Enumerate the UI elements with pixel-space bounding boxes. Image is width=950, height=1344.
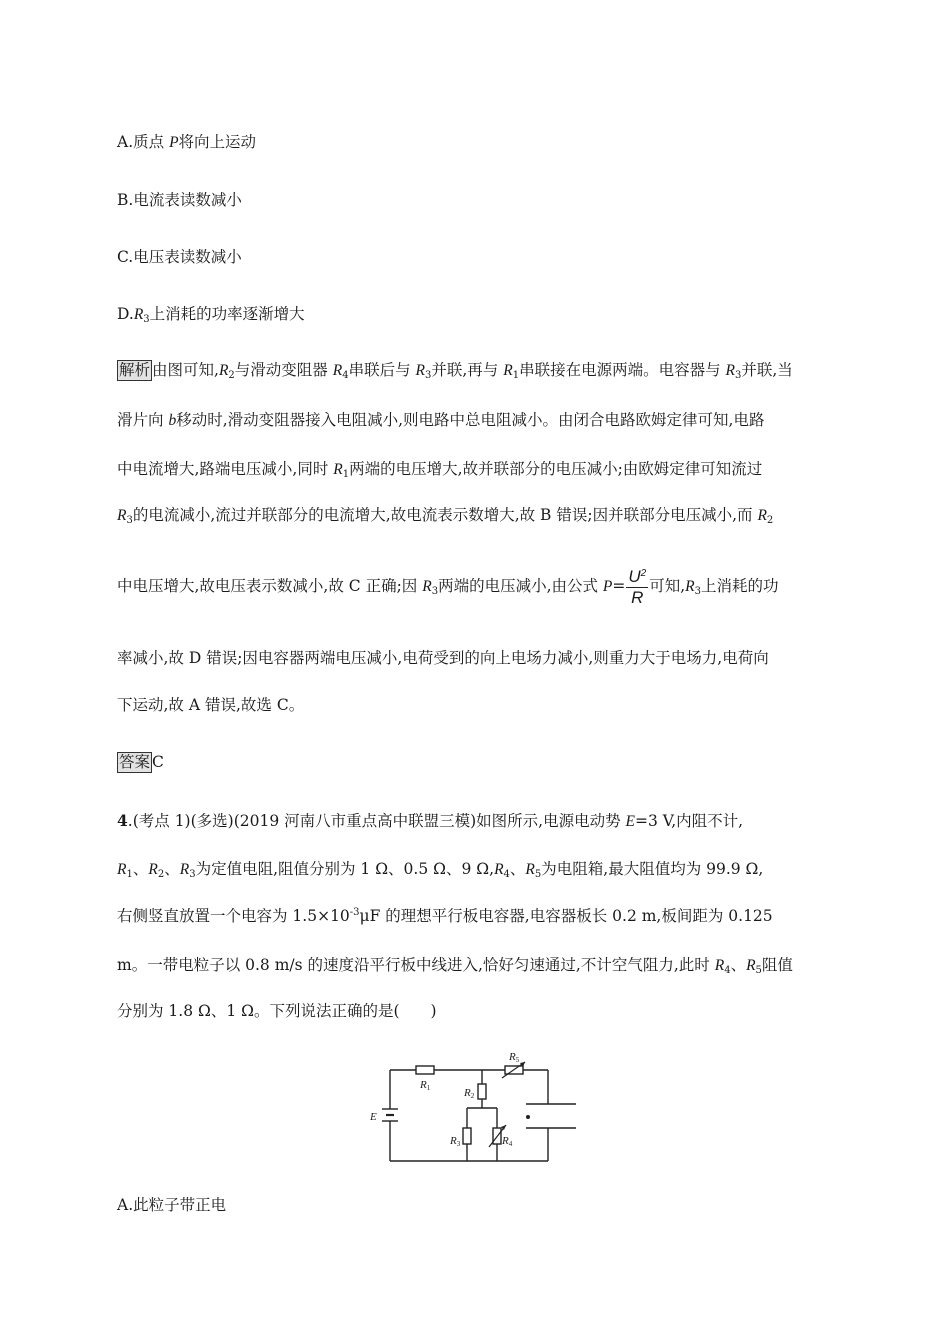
question-number: 4: [117, 811, 128, 830]
label-e: E: [370, 1111, 377, 1123]
resistor-r3: [463, 1128, 471, 1144]
analysis-line-2: 滑片向 b移动时,滑动变阻器接入电阻减小,则电路中总电阻减小。由闭合电路欧姆定律可知,电路: [117, 411, 765, 429]
option-a-prev: A.质点 P将向上运动: [117, 133, 257, 151]
label-r1: R1: [420, 1079, 431, 1092]
analysis-line-6: 率减小,故 D 错误;因电容器两端电压减小,电荷受到的向上电场力减小,则重力大于电场力,电荷向: [117, 649, 769, 667]
analysis-line-5: 中电压增大,故电压表示数减小,故 C 正确;因 $R_3$两端的电压减小,由公式 P= $\frac{U^2}{R}$ 可知$,R_3$上消耗的功: [117, 566, 779, 607]
option-c-prev: C.电压表读数减小: [117, 248, 242, 266]
analysis-line-3: 中电流增大,路端电压减小,同时 $R_1$两端的电压增大,故并联部分的电压减小;由欧姆定律可知流过: [117, 460, 763, 480]
power-formula-fraction: $\frac{U^2}{R}$: [628, 566, 647, 607]
label-r5: R5: [509, 1051, 520, 1064]
circuit-wires: [390, 1070, 548, 1161]
question4-line-1: 4.(考点 1)(多选)(2019 河南八市重点高中联盟三模)如图所示,电源电动势 E=3 V,内阻不计,: [117, 811, 744, 830]
answer-line: [117, 752, 164, 773]
resistor-r2: [478, 1084, 486, 1099]
label-r3: R3: [450, 1135, 461, 1148]
resistor-r1: [416, 1066, 434, 1074]
question4-line-4: m。一带电粒子以 0.8 m/s 的速度沿平行板中线进入,恰好匀速通过,不计空气阻力,此时 $R_4$、$R_5$阻值: [117, 956, 793, 976]
answer-tag: 答案: [119, 753, 151, 771]
analysis-line-1: 解析 由图可知$,R_2$与滑动变阻器 $R_4$串联后与 $R_3$并联,再与 $R_1$串联接在电源两端。电容器与 $R_3$并联,当: [119, 361, 793, 381]
analysis-line-7: 下运动,故 A 错误,故选 C。: [117, 696, 305, 714]
question4-line-5: 分别为 1.8 Ω、1 Ω。下列说法正确的是( ): [117, 1002, 437, 1020]
resistor-r5: [502, 1062, 525, 1078]
question4-line-3: 右侧竖直放置一个电容为 $1.5\times 10^{-3}\mu F$ 的理想平行板电容器,电容器板长 0.2 m,板间距为 0.125: [117, 907, 773, 925]
option-d-prev: $D.R_3$上消耗的功率逐渐增大: [117, 305, 305, 325]
capacitor-plates: [526, 1104, 576, 1128]
question4-line-2: $R_1$、$R_2$、$R_3$为定值电阻,阻值分别为 1 Ω、0.5 Ω、9 $\Omega,R_4$、$R_5$为电阻箱,最大阻值均为 99.9 Ω,: [117, 860, 764, 880]
analysis-line-4: $R_3$的电流减小,流过并联部分的电流增大,故电流表示数增大,故 B 错误;因并联部分电压减小,而 $R_2$: [117, 506, 774, 526]
label-r4: R4: [502, 1135, 513, 1148]
battery-symbol: [382, 1109, 398, 1121]
analysis-tag: 解析: [119, 361, 151, 379]
option-b-prev: B.电流表读数减小: [117, 191, 242, 209]
circuit-diagram: [368, 1048, 583, 1168]
question4-option-a: A.此粒子带正电: [117, 1196, 227, 1214]
charged-particle: [526, 1115, 530, 1119]
answer-value: C: [152, 753, 164, 771]
label-r2: R2: [464, 1087, 475, 1100]
